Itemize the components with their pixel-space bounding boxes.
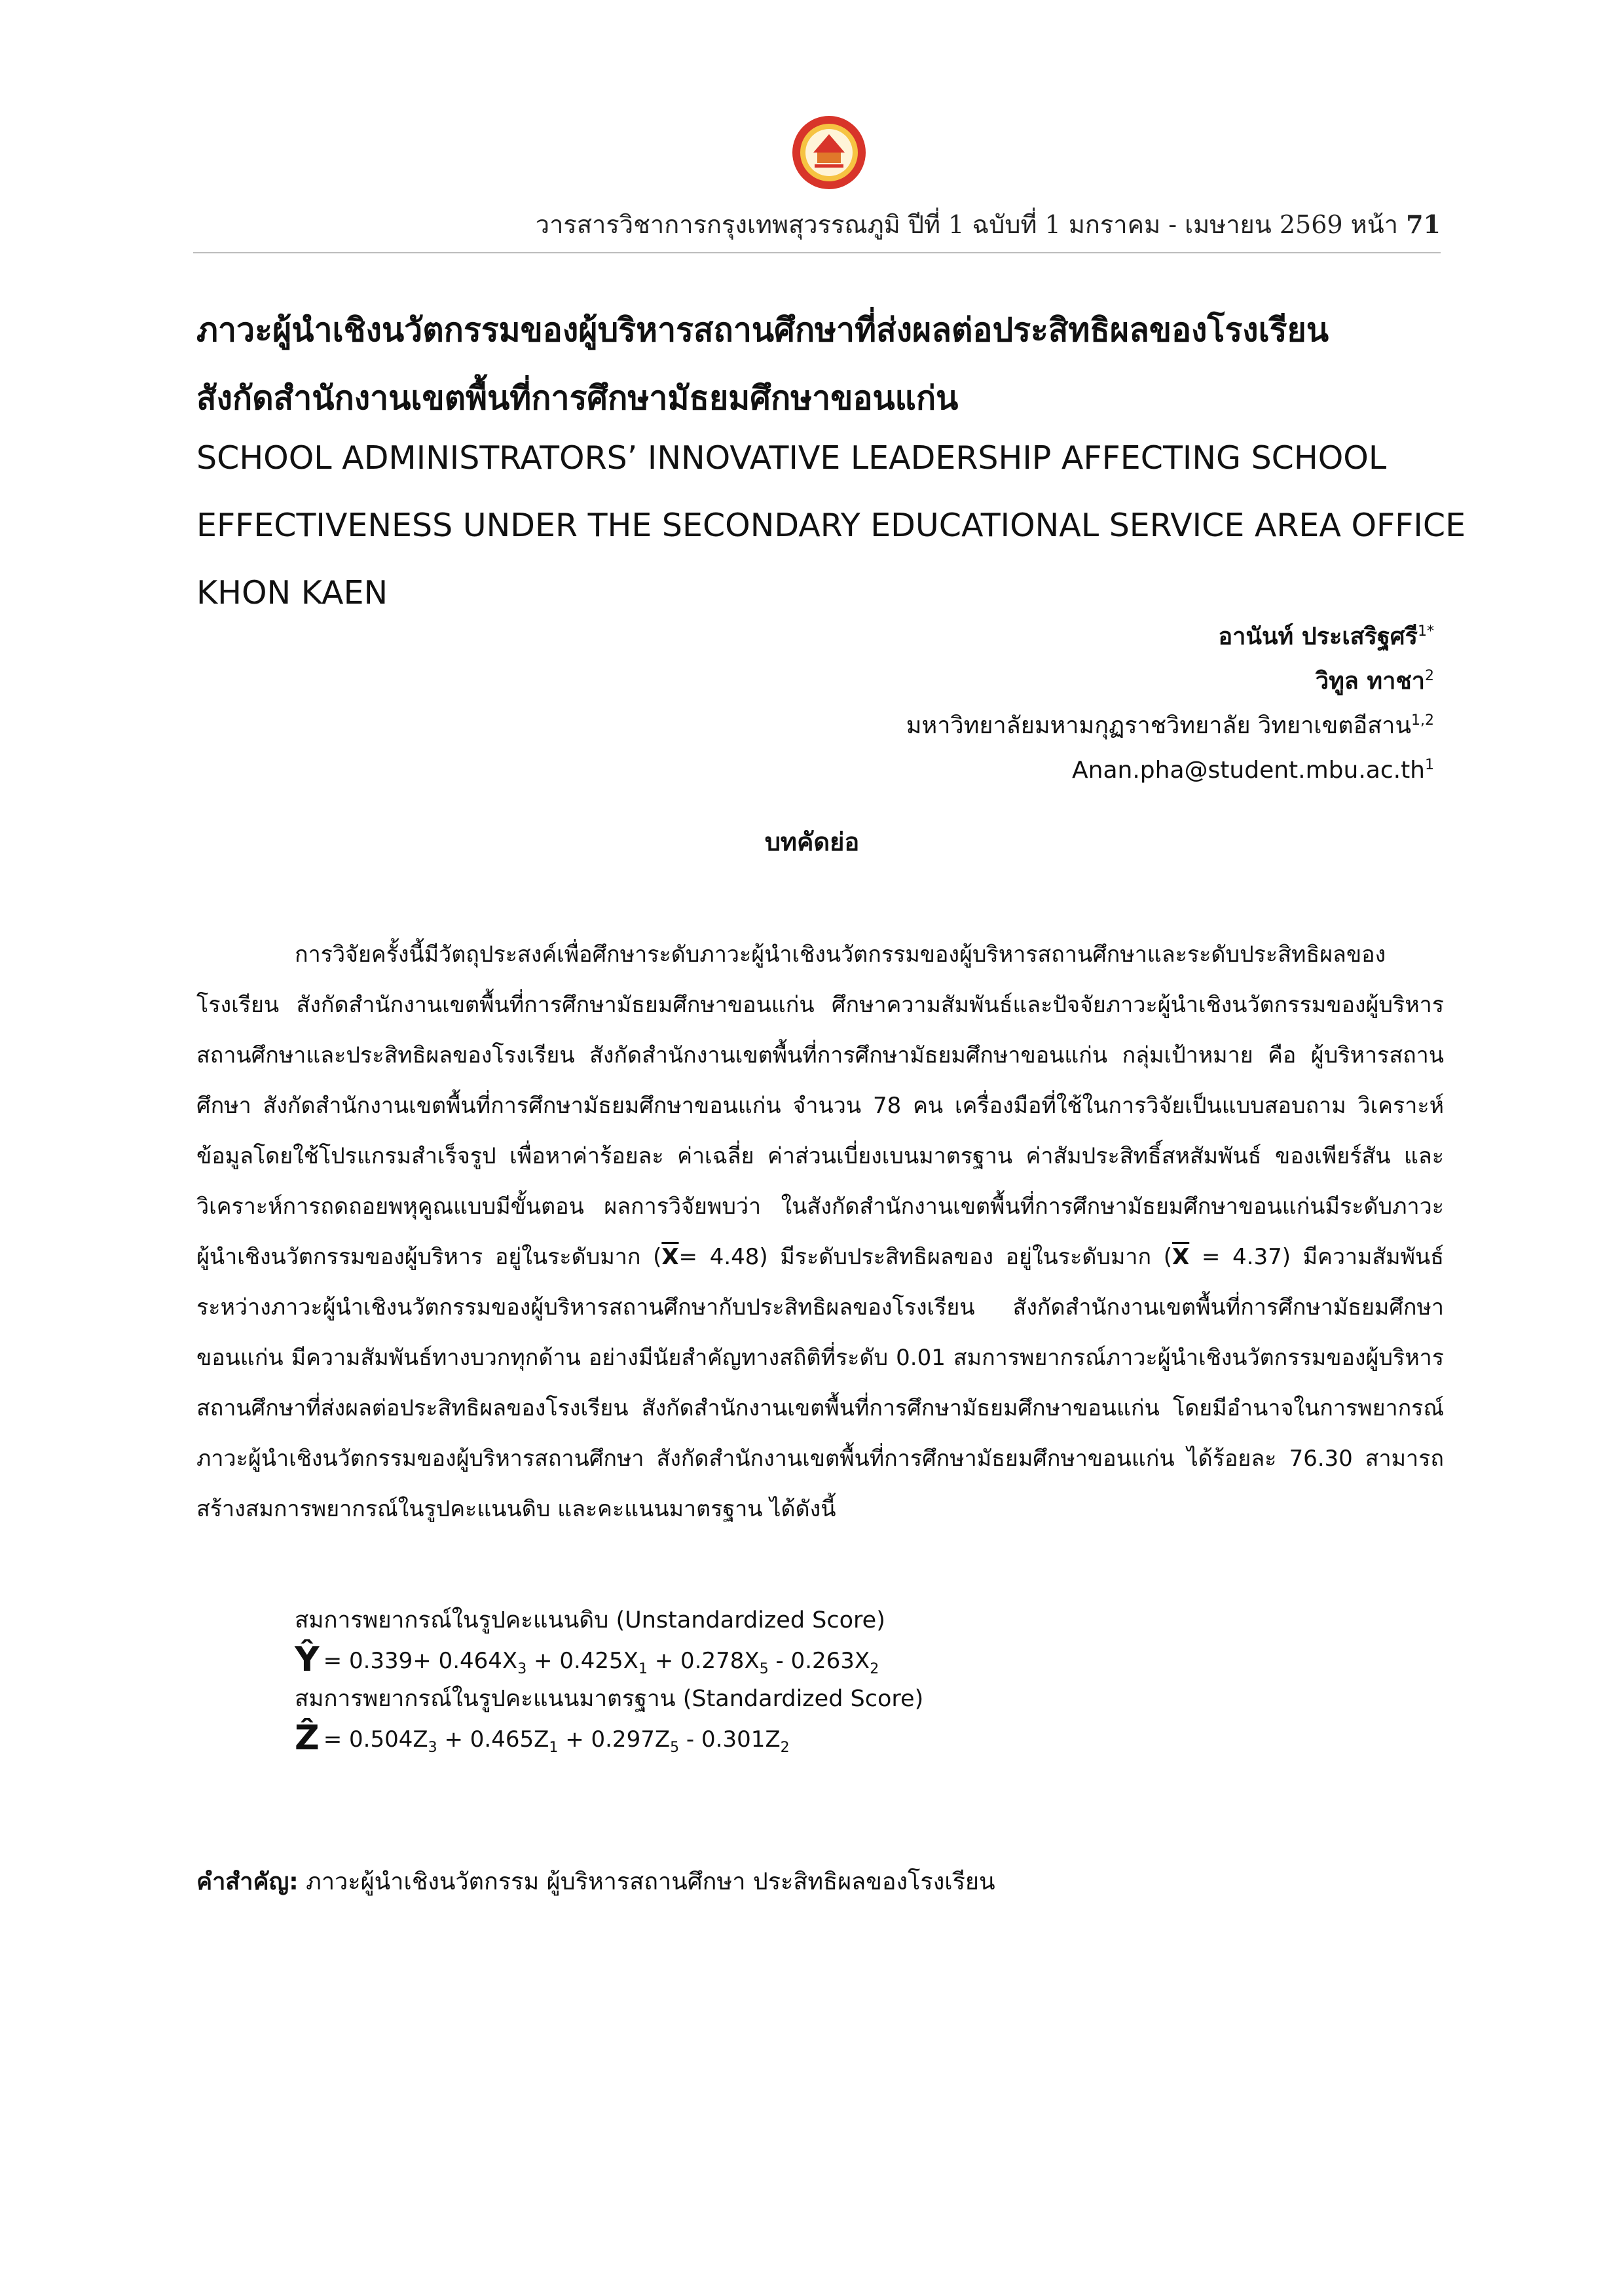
journal-logo	[791, 115, 867, 191]
author-1-superscript: 1*	[1418, 623, 1434, 640]
standardized-label: สมการพยากรณ์ในรูปคะแนนมาตรฐาน (Standardized Score)	[295, 1686, 924, 1712]
y-hat-symbol: Ŷ	[295, 1640, 320, 1679]
z-hat-symbol: Ẑ	[295, 1719, 320, 1758]
abstract-heading: บทคัดย่อ	[764, 828, 860, 856]
unstandardized-equation: Ŷ = $0.339+ 0.464X_3 + 0.425X_1 + 0.278X_5 - 0.263X_2$	[295, 1640, 879, 1679]
mean-symbol-2: $\overline{X}$	[1172, 1244, 1190, 1270]
title-english-line-1: SCHOOL ADMINISTRATORS’ INNOVATIVE LEADERSHIP AFFECTING SCHOOL	[196, 439, 1387, 477]
affiliation: มหาวิทยาลัยมหามกุฏราชวิทยาลัย วิทยาเขตอีสาน	[906, 712, 1411, 739]
header-divider	[193, 252, 1441, 253]
y-equation-start: = 0.339+ 0.464X	[323, 1648, 518, 1674]
title-thai-line-2: สังกัดสำนักงานเขตพื้นที่การศึกษามัธยมศึกษาขอนแก่น	[196, 379, 959, 417]
title-english-line-3: KHON KAEN	[196, 574, 388, 611]
keywords-list: ภาวะผู้นำเชิงนวัตกรรม ผู้บริหารสถานศึกษา ประสิทธิผลของโรงเรียน	[306, 1868, 995, 1895]
abstract-text-3: = 4.37) มีความสัมพันธ์ระหว่างภาวะผู้นำเชิงนวัตกรรมของผู้บริหารสถานศึกษากับประสิทธิผลของโรงเรียน สังกัดสำนักงานเขตพื้นที่การศึกษามัธยมศึกษาขอนแก่น มีความสัมพันธ์ทางบวกทุกด้าน อย่างมีนัยสำคัญทางสถิติที่ระดับ 0.01 สมการพยากรณ์ภาวะผู้นำเชิงนวัตกรรมของผู้บริหารสถานศึกษาที่ส่งผลต่อประสิทธิผลของโรงเรียน สังกัดสำนักงานเขตพื้นที่การศึกษามัธยมศึกษาขอนแก่น โดยมีอำนาจในการพยากรณ์ ภาวะผู้นำเชิงนวัตกรรมของผู้บริหารสถานศึกษา สังกัดสำนักงานเขตพื้นที่การศึกษามัธยมศึกษาขอนแก่น ได้ร้อยละ 76.30 สามารถสร้างสมการพยากรณ์ในรูปคะแนนดิบ และคะแนนมาตรฐาน ได้ดังนี้	[196, 1244, 1444, 1522]
keywords	[196, 1863, 995, 1900]
mean-symbol-1: $\overline{X}$	[661, 1244, 679, 1270]
title-english	[196, 424, 1466, 627]
keywords-label: คำสำคัญ:	[196, 1868, 299, 1895]
abstract-text-2: = 4.48) มีระดับประสิทธิผลของ อยู่ในระดับมาก (	[678, 1244, 1173, 1270]
page-number: 71	[1406, 210, 1441, 239]
author-2-superscript: 2	[1425, 668, 1434, 684]
standardized-equation: Ẑ = $0.504Z_3 + 0.465Z_1 + 0.297Z_5 - 0.301Z_2$	[295, 1719, 790, 1758]
title-thai	[196, 296, 1447, 432]
abstract-paragraph	[196, 930, 1444, 1535]
author-email: Anan.pha@student.mbu.ac.th	[1072, 757, 1425, 784]
title-english-line-2: EFFECTIVENESS UNDER THE SECONDARY EDUCATIONAL SERVICE AREA OFFICE	[196, 507, 1466, 544]
affiliation-superscript: 1,2	[1411, 712, 1434, 729]
unstandardized-label: สมการพยากรณ์ในรูปคะแนนดิบ (Unstandardized Score)	[295, 1607, 885, 1633]
author-block	[906, 612, 1434, 790]
abstract-body	[196, 930, 1444, 1535]
author-2-name: วิทูล ทาชา	[1315, 668, 1425, 695]
author-1-name: อานันท์ ประเสริฐศรี	[1218, 623, 1418, 650]
email-superscript: 1	[1425, 757, 1434, 773]
regression-equations	[295, 1601, 923, 1758]
journal-info: วารสารวิชาการกรุงเทพสุวรรณภูมิ ปีที่ 1 ฉบับที่ 1 มกราคม - เมษายน 2569 หน้า	[535, 210, 1399, 239]
abstract-text-1: การวิจัยครั้งนี้มีวัตถุประสงค์เพื่อศึกษาระดับภาวะผู้นำเชิงนวัตกรรมของผู้บริหารสถานศึกษาและระดับประสิทธิผลของโรงเรียน สังกัดสำนักงานเขตพื้นที่การศึกษามัธยมศึกษาขอนแก่น ศึกษาความสัมพันธ์และปัจจัยภาวะผู้นำเชิงนวัตกรรมของผู้บริหารสถานศึกษาและประสิทธิผลของโรงเรียน สังกัดสำนักงานเขตพื้นที่การศึกษามัธยมศึกษาขอนแก่น กลุ่มเป้าหมาย คือ ผู้บริหารสถานศึกษา สังกัดสำนักงานเขตพื้นที่การศึกษามัธยมศึกษาขอนแก่น จำนวน 78 คน เครื่องมือที่ใช้ในการวิจัยเป็นแบบสอบถาม วิเคราะห์ข้อมูลโดยใช้โปรแกรมสำเร็จรูป เพื่อหาค่าร้อยละ ค่าเฉลี่ย ค่าส่วนเบี่ยงเบนมาตรฐาน ค่าสัมประสิทธิ์สหสัมพันธ์ ของเพียร์สัน และวิเคราะห์การถดถอยพหุคูณแบบมีขั้นตอน ผลการวิจัยพบว่า ในสังกัดสำนักงานเขตพื้นที่การศึกษามัธยมศึกษาขอนแก่นมีระดับภาวะผู้นำเชิงนวัตกรรมของผู้บริหาร อยู่ในระดับมาก (	[196, 941, 1444, 1270]
journal-header	[196, 204, 1441, 244]
z-equation-start: = 0.504Z	[323, 1726, 428, 1753]
title-thai-line-1: ภาวะผู้นำเชิงนวัตกรรมของผู้บริหารสถานศึกษาที่ส่งผลต่อประสิทธิผลของโรงเรียน	[196, 311, 1329, 349]
